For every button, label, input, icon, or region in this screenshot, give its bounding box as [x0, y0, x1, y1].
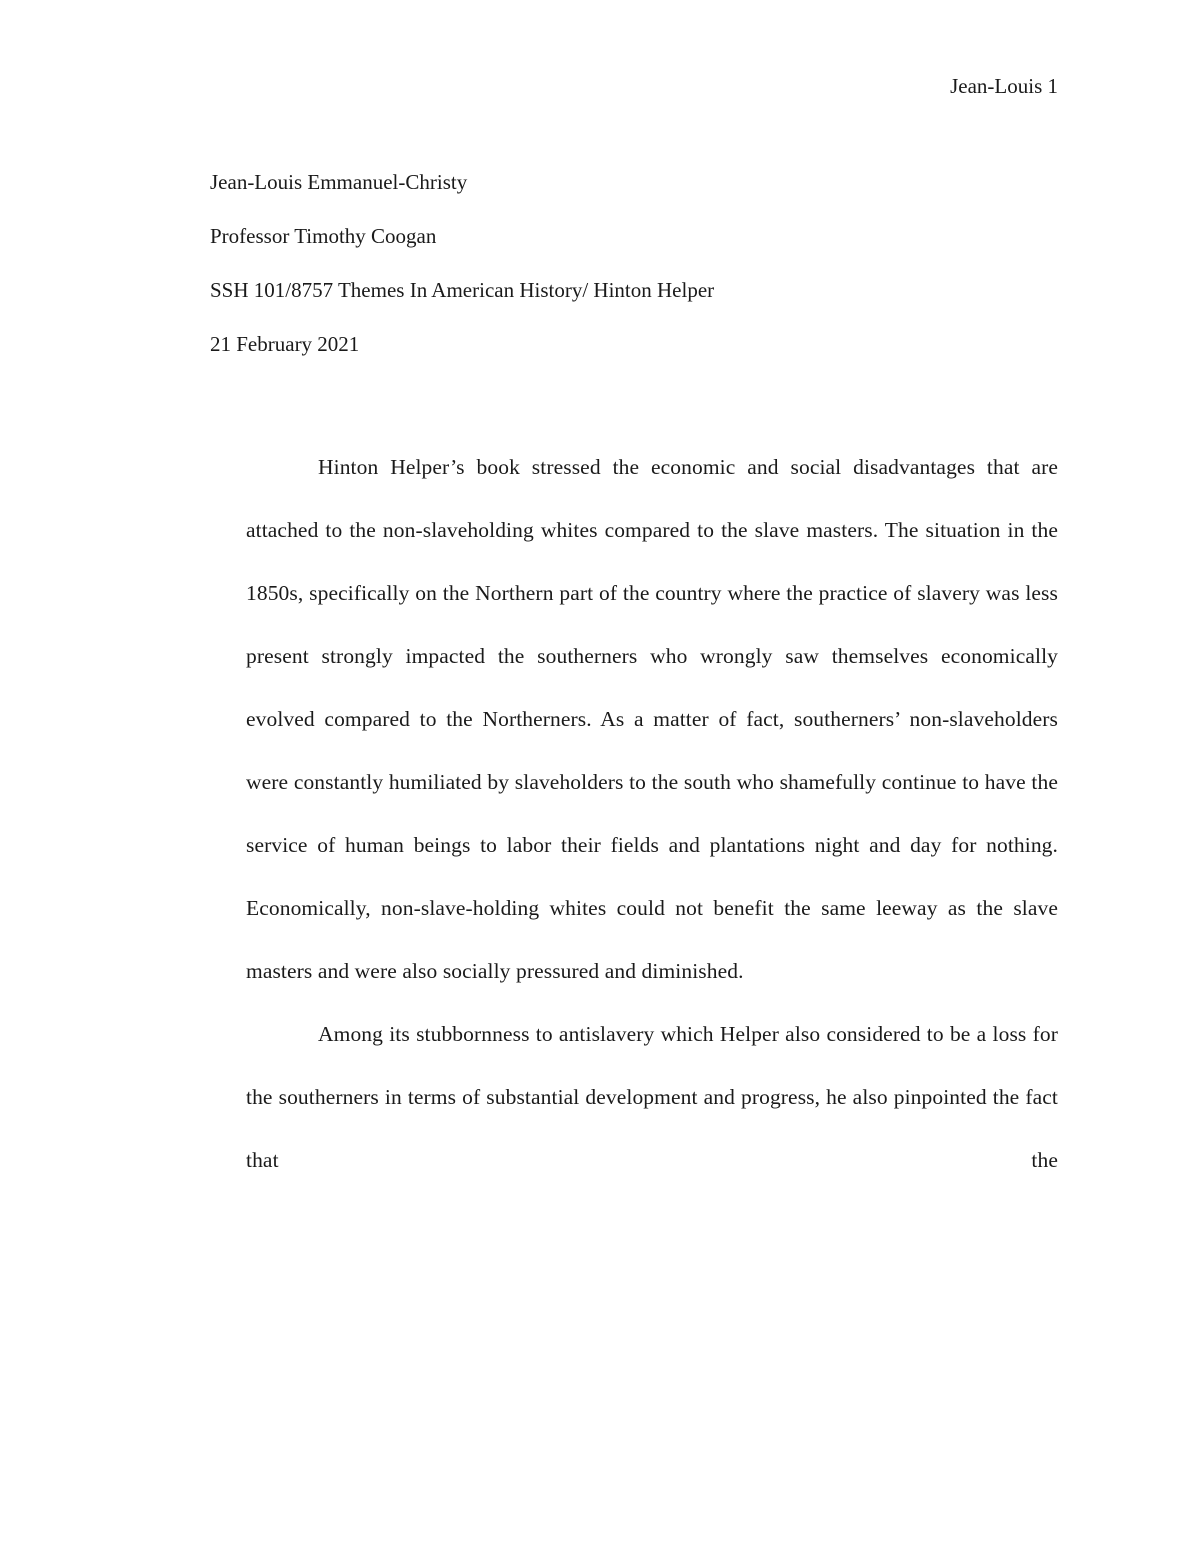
paragraph-2: Among its stubbornness to antislavery which Helper also considered to be a loss for the southerners in terms of substantial development and progress, he also pinpointed the fact that the — [246, 1022, 1058, 1172]
mla-heading — [210, 168, 1060, 384]
running-header: Jean-Louis 1 — [950, 74, 1058, 98]
course-title: SSH 101/8757 Themes In American History/ Hinton Helper — [210, 278, 715, 302]
professor-name: Professor Timothy Coogan — [210, 224, 437, 248]
paper-date: 21 February 2021 — [210, 332, 360, 356]
essay-body — [246, 436, 1058, 1192]
author-name: Jean-Louis Emmanuel-Christy — [210, 170, 468, 194]
paragraph-1: Hinton Helper’s book stressed the economic and social disadvantages that are attached to the non-slaveholding whites compared to the slave masters. The situation in the 1850s, specifically on the Northern part of the country where the practice of slavery was less present strongly impacted the southerners who wrongly saw themselves economically evolved compared to the Northerners. As a matter of fact, southerners’ non-slaveholders were constantly humiliated by slaveholders to the south who shamefully continue to have the service of human beings to labor their fields and plantations night and day for nothing. Economically, non-slave-holding whites could not benefit the same leeway as the slave masters and were also socially pressured and diminished. — [246, 455, 1058, 983]
